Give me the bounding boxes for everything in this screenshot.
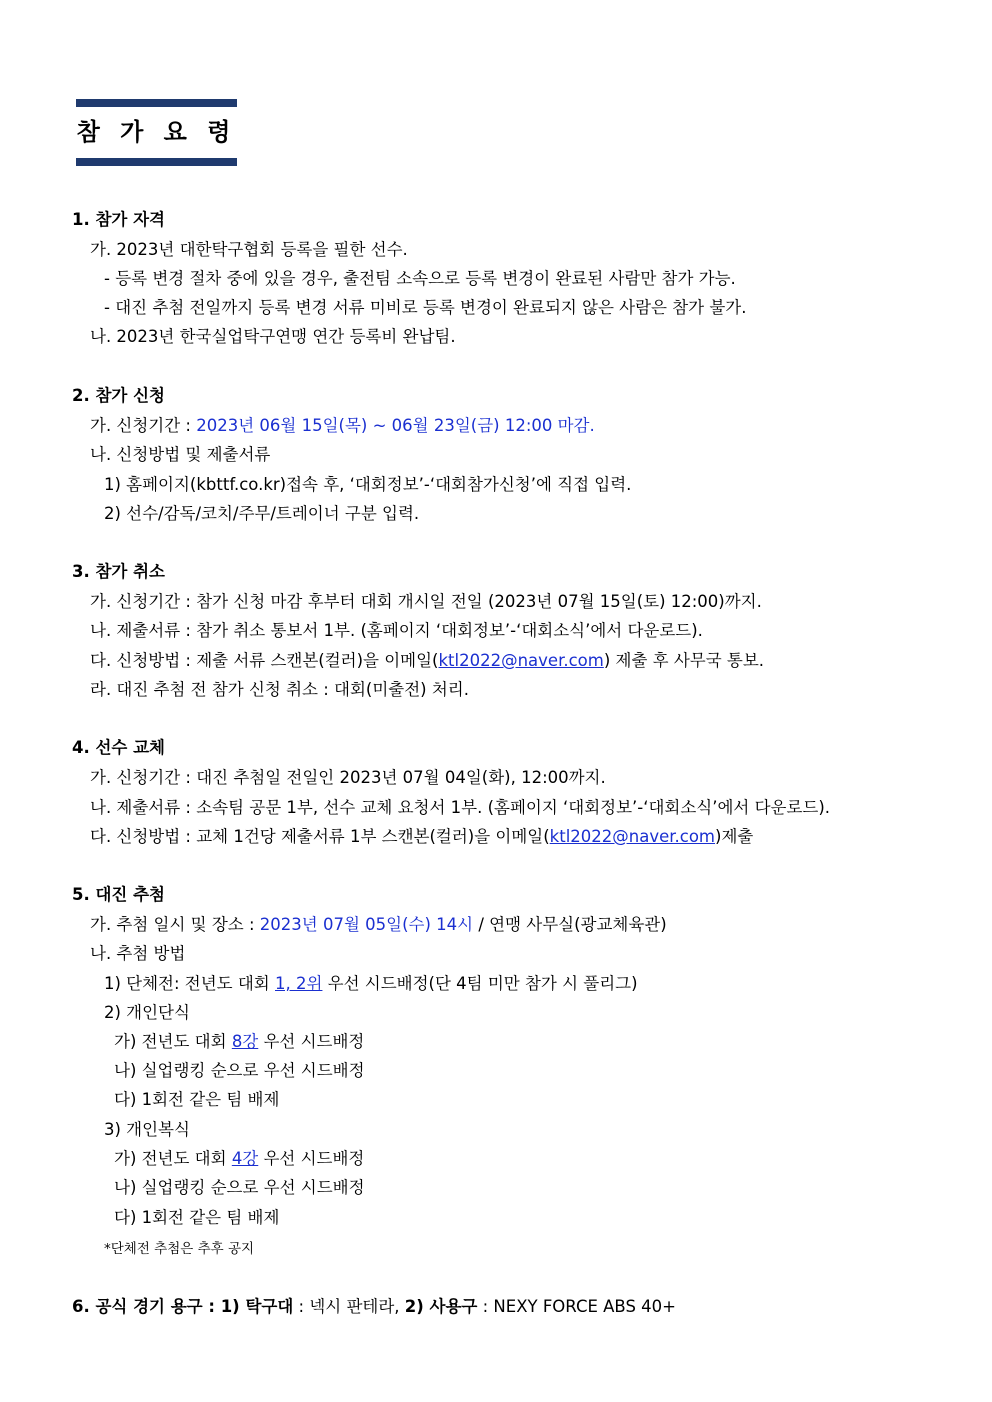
s5-item-b: 나. 추첨 방법 bbox=[90, 944, 186, 963]
s5-b2a-pre: 가) 전년도 대회 bbox=[114, 1032, 232, 1051]
s2-a-label: 가. 신청기간 : bbox=[90, 416, 197, 435]
s5-item-b2a bbox=[114, 1031, 364, 1053]
section-6-line bbox=[72, 1296, 676, 1318]
s5-b3a-post: 우선 시드배정 bbox=[258, 1149, 365, 1168]
section-1-heading: 1. 참가 자격 bbox=[72, 210, 165, 229]
s5-item-b3b: 나) 실업랭킹 순으로 우선 시드배정 bbox=[114, 1178, 365, 1197]
s3-item-d: 라. 대진 추첨 전 참가 신청 취소 : 대회(미출전) 처리. bbox=[90, 680, 469, 699]
s5-b3a-pre: 가) 전년도 대회 bbox=[114, 1149, 232, 1168]
s5-b1-post: 우선 시드배정(단 4팀 미만 참가 시 풀리그) bbox=[322, 974, 638, 993]
s5-a-value: 2023년 07월 05일(수) 14시 bbox=[259, 915, 474, 934]
section-6-heading: 6. 공식 경기 용구 : bbox=[72, 1297, 221, 1316]
s2-a-value: 2023년 06월 15일(목) ~ 06월 23일(금) 12:00 마감. bbox=[196, 416, 595, 435]
title-bottom-bar bbox=[76, 158, 237, 166]
s2-item-b1: 1) 홈페이지(kbttf.co.kr)접속 후, ‘대회정보’-‘대회참가신청’에 직접 입력. bbox=[104, 475, 632, 494]
s5-note: *단체전 추첨은 추후 공지 bbox=[104, 1241, 255, 1257]
s4-c-post: )제출 bbox=[715, 827, 754, 846]
s1-item-a: 가. 2023년 대한탁구협회 등록을 필한 선수. bbox=[90, 240, 408, 259]
s2-item-b: 나. 신청방법 및 제출서류 bbox=[90, 445, 271, 464]
s5-item-b3c: 다) 1회전 같은 팀 배제 bbox=[114, 1208, 280, 1227]
s2-item-b2: 2) 선수/감독/코치/주무/트레이너 구분 입력. bbox=[104, 504, 420, 523]
s5-b1-pre: 1) 단체전: 전년도 대회 bbox=[104, 974, 275, 993]
s1-item-b: 나. 2023년 한국실업탁구연맹 연간 등록비 완납팀. bbox=[90, 327, 456, 346]
section-3-heading: 3. 참가 취소 bbox=[72, 562, 165, 581]
s4-item-c bbox=[90, 826, 753, 848]
s2-item-a bbox=[90, 415, 595, 437]
section-4-heading: 4. 선수 교체 bbox=[72, 738, 165, 757]
s5-item-b1 bbox=[104, 973, 638, 995]
section-5-heading: 5. 대진 추첨 bbox=[72, 885, 165, 904]
s4-email-link[interactable]: ktl2022@naver.com bbox=[549, 827, 716, 846]
s3-item-b: 나. 제출서류 : 참가 취소 통보서 1부. (홈페이지 ‘대회정보’-‘대회소식’에서 다운로드). bbox=[90, 621, 703, 640]
s6-item-1-label: 1) 탁구대 bbox=[220, 1297, 294, 1316]
s5-item-b2c: 다) 1회전 같은 팀 배제 bbox=[114, 1090, 280, 1109]
s1-item-a1: - 등록 변경 절차 중에 있을 경우, 출전팀 소속으로 등록 변경이 완료된 사람만 참가 가능. bbox=[104, 269, 736, 288]
s5-b1-highlight: 1, 2위 bbox=[275, 974, 323, 993]
s4-c-pre: 다. 신청방법 : 교체 1건당 제출서류 1부 스캔본(컬러)을 이메일( bbox=[90, 827, 550, 846]
s5-b3a-highlight: 4강 bbox=[231, 1149, 259, 1168]
s3-item-c bbox=[90, 650, 764, 672]
s5-item-b3: 3) 개인복식 bbox=[104, 1120, 190, 1139]
page-title: 참 가 요 령 bbox=[76, 118, 237, 146]
s3-email-link[interactable]: ktl2022@naver.com bbox=[438, 651, 604, 670]
title-top-bar bbox=[76, 99, 237, 107]
s5-item-b2: 2) 개인단식 bbox=[104, 1003, 190, 1022]
s5-b2a-post: 우선 시드배정 bbox=[258, 1032, 365, 1051]
s6-item-1-value: : 넥시 판테라, bbox=[293, 1297, 405, 1316]
s3-item-a: 가. 신청기간 : 참가 신청 마감 후부터 대회 개시일 전일 (2023년 07월 15일(토) 12:00)까지. bbox=[90, 592, 762, 611]
s6-item-2-value: : NEXY FORCE ABS 40+ bbox=[477, 1297, 676, 1316]
s6-item-2-label: 2) 사용구 bbox=[404, 1297, 478, 1316]
s5-item-b2b: 나) 실업랭킹 순으로 우선 시드배정 bbox=[114, 1061, 365, 1080]
s5-item-a bbox=[90, 914, 667, 936]
s3-c-post: ) 제출 후 사무국 통보. bbox=[603, 651, 765, 670]
title-box bbox=[76, 99, 237, 167]
s4-item-a: 가. 신청기간 : 대진 추첨일 전일인 2023년 07월 04일(화), 12:00까지. bbox=[90, 768, 606, 787]
s5-item-b3a bbox=[114, 1148, 364, 1170]
s5-a-label: 가. 추첨 일시 및 장소 : bbox=[90, 915, 260, 934]
section-2-heading: 2. 참가 신청 bbox=[72, 386, 165, 405]
s4-item-b: 나. 제출서류 : 소속팀 공문 1부, 선수 교체 요청서 1부. (홈페이지 ‘대회정보’-‘대회소식’에서 다운로드). bbox=[90, 798, 831, 817]
s5-b2a-highlight: 8강 bbox=[231, 1032, 259, 1051]
s5-a-post: / 연맹 사무실(광교체육관) bbox=[473, 915, 667, 934]
s3-c-pre: 다. 신청방법 : 제출 서류 스캔본(컬러)을 이메일( bbox=[90, 651, 439, 670]
s1-item-a2: - 대진 추첨 전일까지 등록 변경 서류 미비로 등록 변경이 완료되지 않은 사람은 참가 불가. bbox=[104, 298, 747, 317]
